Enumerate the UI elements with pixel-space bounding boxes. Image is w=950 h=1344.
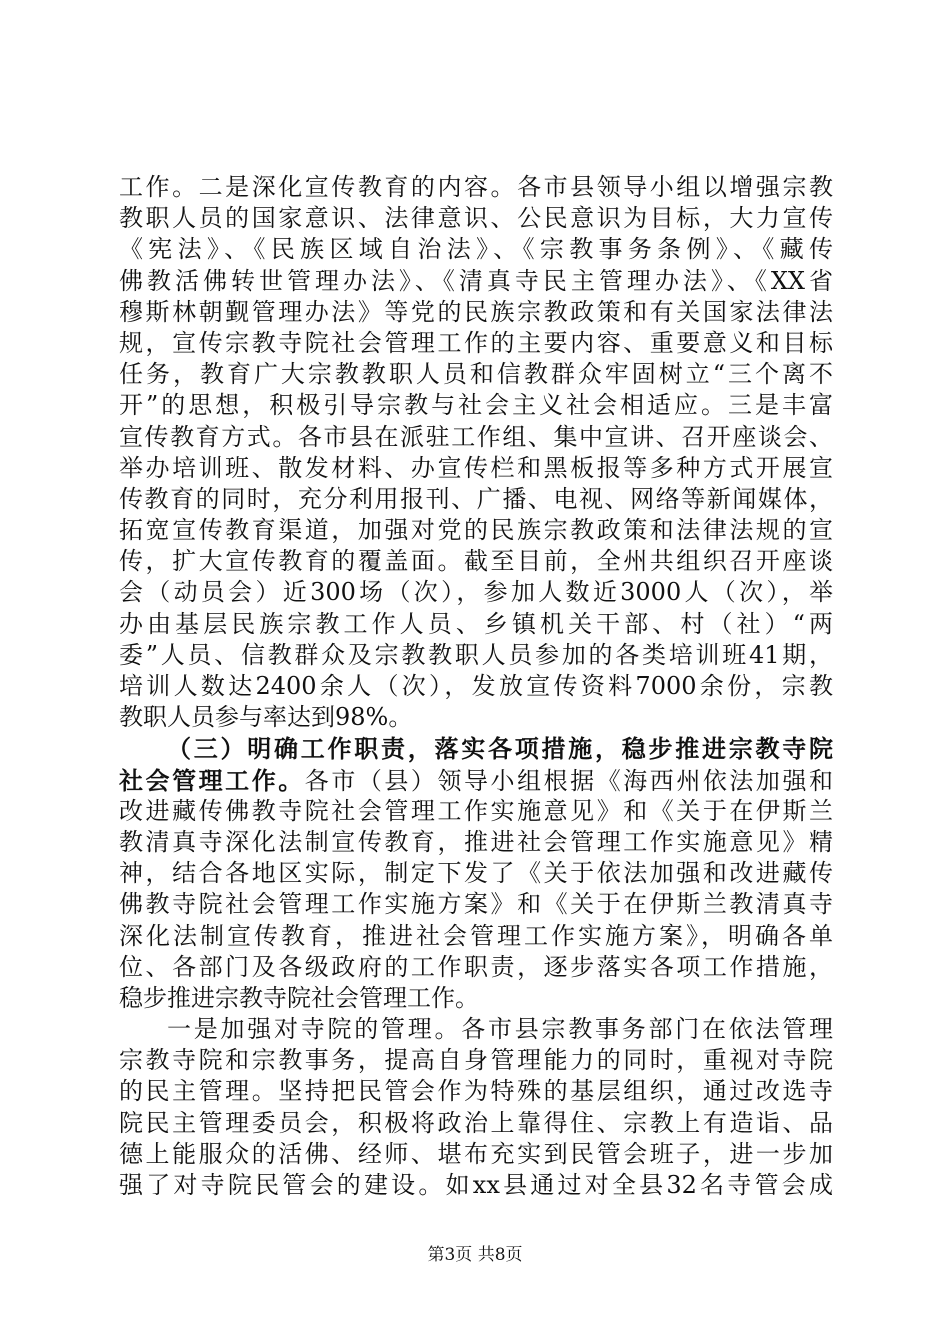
text-run: 改进藏传佛教寺院社会管理工作实施意见》和《关于在伊斯兰: [119, 796, 833, 825]
text-line: [119, 453, 833, 484]
text-line: [119, 234, 833, 265]
text-run: 教清真寺深化法制宣传教育，推进社会管理工作实施意见》精: [119, 827, 833, 856]
text-line: [119, 1108, 833, 1139]
text-line: [119, 203, 833, 234]
section-heading: （三）明确工作职责，落实各项措施，稳步推进宗教寺院: [167, 734, 833, 764]
text-run: 教职人员参与率达到98%。: [119, 703, 413, 732]
text-line: [119, 952, 833, 983]
text-run: 德上能服众的活佛、经师、堪布充实到民管会班子，进一步加: [119, 1139, 833, 1168]
page-number: 第3页 共8页: [427, 1245, 523, 1265]
text-run: 开”的思想，积极引导宗教与社会主义社会相适应。三是丰富: [119, 391, 833, 420]
text-line: [119, 889, 833, 920]
text-line: [119, 172, 833, 203]
text-run: 会（动员会）近300场（次），参加人数近3000人（次），举: [119, 578, 833, 607]
text-run: 传教育的同时，充分利用报刊、广播、电视、网络等新闻媒体，: [119, 484, 833, 513]
text-run: 工作。二是深化宣传教育的内容。各市县领导小组以增强宗教: [119, 173, 833, 201]
text-run: 宣传教育方式。各市县在派驻工作组、集中宣讲、召开座谈会、: [119, 422, 833, 451]
text-run: 一是加强对寺院的管理。各市县宗教事务部门在依法管理: [167, 1015, 833, 1044]
text-line: [119, 1076, 833, 1107]
text-line: [119, 858, 833, 889]
text-line: [119, 422, 833, 453]
text-line: [119, 827, 833, 858]
text-line: [119, 1170, 833, 1201]
text-run: 位、各部门及各级政府的工作职责，逐步落实各项工作措施，: [119, 952, 833, 981]
document-body: [119, 172, 833, 1201]
text-run: 培训人数达2400余人（次），发放宣传资料7000余份，宗教: [119, 672, 833, 700]
text-run: 《宪法》、《民族区域自治法》、《宗教事务条例》、《藏传: [119, 235, 833, 264]
text-run: 教职人员的国家意识、法律意识、公民意识为目标，大力宣传: [119, 204, 833, 233]
text-run: 办由基层民族宗教工作人员、乡镇机关干部、村（社）“两: [119, 609, 833, 638]
text-line: [119, 328, 833, 359]
text-line: [119, 515, 833, 546]
text-run: 深化法制宣传教育，推进社会管理工作实施方案》，明确各单: [119, 921, 833, 950]
section-heading: 社会管理工作。: [119, 765, 305, 795]
text-line: [119, 765, 833, 796]
text-line: [119, 671, 833, 702]
text-run: 的民主管理。坚持把民管会作为特殊的基层组织，通过改选寺: [119, 1077, 833, 1106]
text-line: [119, 546, 833, 577]
text-line: [119, 359, 833, 390]
page-footer: [0, 1245, 950, 1265]
text-run: 规，宣传宗教寺院社会管理工作的主要内容、重要意义和目标: [119, 328, 833, 357]
text-run: 院民主管理委员会，积极将政治上靠得住、宗教上有造诣、品: [119, 1108, 833, 1137]
text-line: [119, 484, 833, 515]
text-run: 任务，教育广大宗教教职人员和信教群众牢固树立“三个离不: [119, 360, 833, 389]
text-run: 佛教寺院社会管理工作实施方案》和《关于在伊斯兰教清真寺: [119, 890, 833, 919]
text-line: [119, 1139, 833, 1170]
paragraph: [119, 733, 833, 1014]
text-line: [119, 577, 833, 608]
text-line: [119, 702, 833, 733]
text-line: [119, 1014, 833, 1045]
text-line: [119, 640, 833, 671]
text-line: [119, 297, 833, 328]
text-run: 委”人员、信教群众及宗教教职人员参加的各类培训班41期，: [119, 640, 833, 669]
section-heading-line: [119, 733, 833, 764]
text-run: 传，扩大宣传教育的覆盖面。截至目前，全州共组织召开座谈: [119, 547, 833, 576]
text-line: [119, 921, 833, 952]
paragraph: [119, 1014, 833, 1201]
text-run: 穆斯林朝觐管理办法》等党的民族宗教政策和有关国家法律法: [119, 297, 833, 326]
text-run: 举办培训班、散发材料、办宣传栏和黑板报等多种方式开展宣: [119, 453, 833, 482]
text-line: [119, 390, 833, 421]
text-run: 各市（县）领导小组根据《海西州依法加强和: [304, 766, 834, 795]
text-line: [119, 609, 833, 640]
text-run: 稳步推进宗教寺院社会管理工作。: [119, 983, 479, 1012]
text-run: 强了对寺院民管会的建设。如xx县通过对全县32名寺管会成: [119, 1171, 833, 1199]
text-run: 宗教寺院和宗教事务，提高自身管理能力的同时，重视对寺院: [119, 1046, 833, 1075]
paragraph: [119, 172, 833, 733]
text-run: 拓宽宣传教育渠道，加强对党的民族宗教政策和法律法规的宣: [119, 516, 833, 545]
text-line: [119, 796, 833, 827]
text-run: 佛教活佛转世管理办法》、《清真寺民主管理办法》、《XX省: [119, 266, 833, 295]
text-line: [119, 1045, 833, 1076]
text-run: 神，结合各地区实际，制定下发了《关于依法加强和改进藏传: [119, 859, 833, 888]
text-line: [119, 266, 833, 297]
text-line: [119, 983, 833, 1014]
